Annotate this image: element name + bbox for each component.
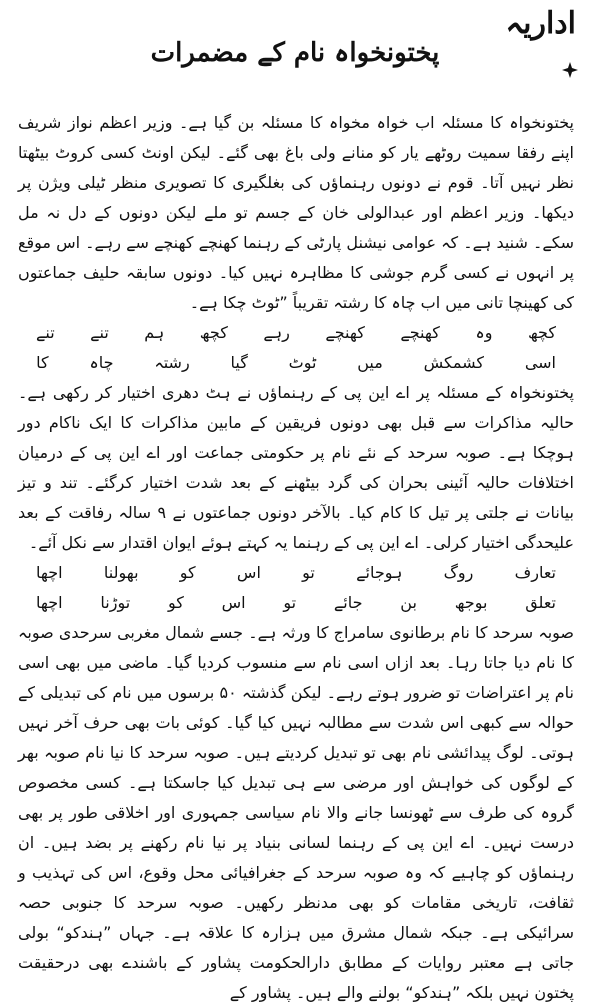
verse-word: ٹوٹ — [288, 353, 317, 372]
star-ornament-icon — [562, 62, 578, 78]
article-title: پختونخواہ نام کے مضمرات — [150, 38, 440, 68]
verse-word: رشتہ — [154, 353, 190, 372]
verse-word: اچھا — [36, 593, 63, 612]
verse-word: ہوجائے — [356, 563, 403, 582]
verse-word: اس — [221, 593, 246, 612]
verse-word: کھنچے — [325, 323, 365, 342]
verse-word: اچھا — [36, 563, 63, 582]
verse-word: اس — [236, 563, 261, 582]
verse-word: رہے — [263, 323, 290, 342]
verse-word: تو — [283, 593, 297, 612]
article-body — [18, 108, 574, 1008]
verse-word: میں — [357, 353, 383, 372]
verse-word: ہم — [144, 323, 165, 342]
verse-word: گیا — [230, 353, 248, 372]
verse-word: تنے — [36, 323, 55, 342]
verse-word: کا — [36, 353, 49, 372]
verse-2-line-1 — [36, 558, 556, 588]
verse-word: تو — [302, 563, 315, 582]
verse-word: تعارف — [514, 563, 556, 582]
verse-word: کھنچے — [400, 323, 440, 342]
verse-2-line-2 — [36, 588, 556, 618]
verse-word: جائے — [333, 593, 363, 612]
verse-word: کشمکش — [423, 353, 484, 372]
verse-word: وہ — [475, 323, 493, 342]
verse-word: روگ — [443, 563, 474, 582]
verse-1-line-1 — [36, 318, 556, 348]
paragraph-2: پختونخواہ کے مسئلہ پر اے این پی کے رہنماؤں نے ہٹ دھری اختیار کر رکھی ہے۔ حالیہ مذاکرات سے قبل بھی دونوں فریقین کے مابین مذاکرات کا ایک ناکام دور ہوچکا ہے۔ صوبہ سرحد کے نئے نام پر حکومتی جماعت اور اے این پی کے درمیان اختلافات حالیہ آئینی بحران کی گرد بیٹھنے کے بعد شدت اختیار کرگئے۔ تند و تیز بیانات نے جلتی پر تیل کا کام کیا۔ بالآخر دونوں جماعتوں نے ۹ سالہ رفاقت کے بعد علیحدگی اختیار کرلی۔ اے این پی کے رہنما یہ کہتے ہوئے ایوان اقتدار سے نکل آئے۔ — [18, 383, 575, 552]
masthead: اداریہ — [505, 6, 576, 41]
verse-word: بھولنا — [103, 563, 139, 582]
verse-word: تنے — [90, 323, 109, 342]
verse-1 — [36, 318, 556, 378]
verse-word: کچھ — [527, 323, 556, 342]
verse-word: تعلق — [525, 593, 556, 612]
verse-word: بوجھ — [454, 593, 488, 612]
verse-word: کو — [179, 563, 196, 582]
verse-word: کچھ — [199, 323, 228, 342]
verse-word: کو — [167, 593, 184, 612]
verse-1-line-2 — [36, 348, 556, 378]
verse-word: اسی — [524, 353, 556, 372]
verse-word: چاہ — [89, 353, 114, 372]
verse-word: توڑنا — [100, 593, 131, 612]
verse-word: بن — [400, 593, 417, 612]
paragraph-3: صوبہ سرحد کا نام برطانوی سامراج کا ورثہ ہے۔ جسے شمال مغربی سرحدی صوبہ کا نام دیا جاتا رہا۔ بعد ازاں اسی نام سے منسوب کردیا گیا۔ ماضی میں بھی اسی نام پر اعتراضات تو ضرور ہوتے رہے۔ لیکن گذشتہ ۵۰ برسوں میں نام کی تبدیلی کے حوالہ سے کبھی اس شدت سے مطالبہ نہیں کیا گیا۔ کوئی بات بھی حرف آخر نہیں ہوتی۔ لوگ پیدائشی نام بھی تو تبدیل کردیتے ہیں۔ صوبہ سرحد کا نیا نام صوبہ بھر کے لوگوں کی خواہش اور مرضی سے ہی تبدیل کیا جاسکتا ہے۔ کسی مخصوص گروہ کی طرف سے ٹھونسا جانے والا نام سیاسی جمہوری اور اخلاقی طور پر بھی درست نہیں۔ اے این پی کے رہنما لسانی بنیاد پر نیا نام رکھنے پر بضد ہیں۔ ان رہنماؤں کو چاہیے کہ وہ صوبہ سرحد کے جغرافیائی محل وقوع، اس کی تہذیب و ثقافت، تاریخی مقامات کو بھی مدنظر رکھیں۔ صوبہ سرحد کا جنوبی حصہ سرائیکی ہے۔ جبکہ شمال مشرق میں ہزارہ کا علاقہ ہے۔ جہاں ”ہندکو“ بولی جاتی ہے معتبر روایات کے مطابق دارالحکومت پشاور کے باشندے بھی درحقیقت پختون نہیں بلکہ ”ہندکو“ بولنے والے ہیں۔ پشاور کے — [18, 623, 575, 1002]
verse-2 — [36, 558, 556, 618]
paragraph-1: پختونخواہ کا مسئلہ اب خواہ مخواہ کا مسئلہ بن گیا ہے۔ وزیر اعظم نواز شریف اپنے رفقا سمیت روٹھے یار کو منانے ولی باغ بھی گئے۔ لیکن اونٹ کسی کروٹ بیٹھتا نظر نہیں آتا۔ قوم نے دونوں رہنماؤں کی بغلگیری کا تصویری منظر ٹیلی ویژن پر دیکھا۔ وزیر اعظم اور عبدالولی خان کے جسم تو ملے لیکن دونوں کے دل نہ مل سکے۔ شنید ہے۔ کہ عوامی نیشنل پارٹی کے رہنما کھنچے کھنچے سے رہے۔ اس موقع پر انہوں نے کسی گرم جوشی کا مظاہرہ نہیں کیا۔ دونوں سابقہ حلیف جماعتوں کی کھینچا تانی میں اب چاہ کا رشتہ تقریباً ”ٹوٹ چکا ہے۔ — [18, 113, 574, 312]
